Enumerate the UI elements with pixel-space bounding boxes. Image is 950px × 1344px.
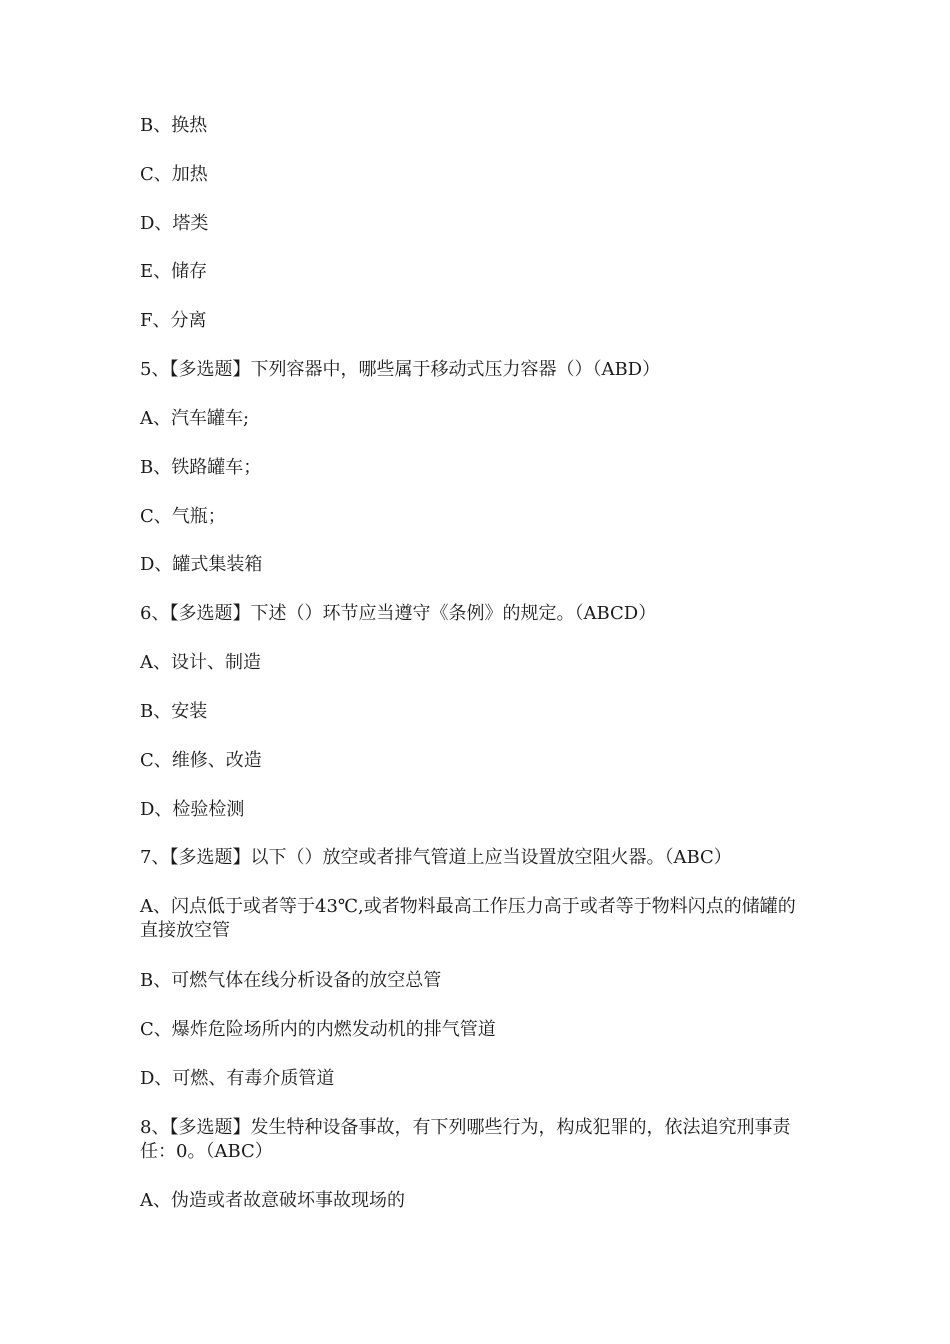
q6-option-c: C、维修、改造 [140, 750, 262, 771]
question-6: 6、【多选题】下述（）环节应当遵守《条例》的规定。（ABCD） [140, 603, 657, 624]
option-c-heating: C、加热 [140, 164, 208, 185]
q7-option-c: C、爆炸危险场所内的内燃发动机的排气管道 [140, 1019, 496, 1040]
question-7: 7、【多选题】以下（）放空或者排气管道上应当设置放空阻火器。（ABC） [140, 847, 732, 868]
q7-option-d: D、可燃、有毒介质管道 [140, 1068, 335, 1089]
option-e-storage: E、储存 [140, 261, 208, 282]
q5-option-c: C、气瓶； [140, 506, 226, 527]
q6-option-a: A、设计、制造 [140, 652, 261, 673]
q6-option-b: B、安装 [140, 701, 208, 722]
q7-option-b: B、可燃气体在线分析设备的放空总管 [140, 970, 442, 991]
q5-option-a: A、汽车罐车; [140, 408, 250, 429]
question-5: 5、【多选题】下列容器中，哪些属于移动式压力容器（）（ABD） [140, 359, 661, 380]
q7-option-a: A、闪点低于或者等于43℃,或者物料最高工作压力高于或者等于物料闪点的储罐的直接放空管 [140, 896, 796, 941]
question-8: 8、【多选题】发生特种设备事故，有下列哪些行为，构成犯罪的，依法追究刑事责任：0。（ABC） [140, 1117, 791, 1162]
option-f-separation: F、分离 [140, 310, 207, 331]
option-d-tower: D、塔类 [140, 213, 209, 234]
q6-option-d: D、检验检测 [140, 799, 245, 820]
q5-option-b: B、铁路罐车； [140, 457, 262, 478]
q8-option-a: A、伪造或者故意破坏事故现场的 [140, 1190, 405, 1211]
option-b-heat-exchange: B、换热 [140, 115, 208, 136]
q5-option-d: D、罐式集装箱 [140, 554, 263, 575]
